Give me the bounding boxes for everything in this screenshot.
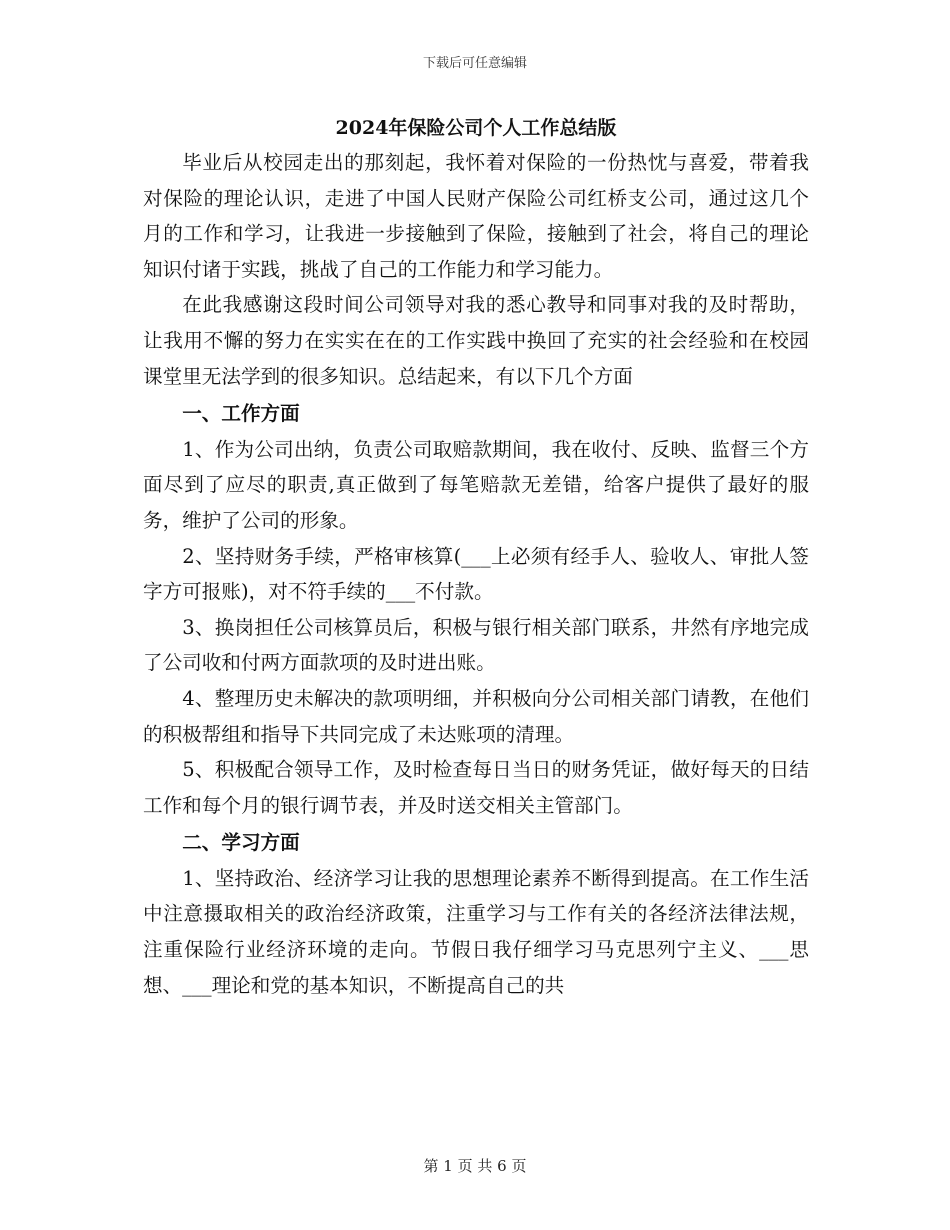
work-item: 3、换岗担任公司核算员后，积极与银行相关部门联系，井然有序地完成了公司收和付两方面款项的及时进出账。 [143,615,809,675]
document-body [143,113,809,1003]
study-item: 1、坚持政治、经济学习让我的思想理论素养不断得到提高。在工作生活中注意摄取相关的政治经济政策，注重学习与工作有关的各经济法律法规，注重保险行业经济环境的走向。节假日我仔细学习马克思列宁主义、___思想、___理论和党的基本知识，不断提高自己的共 [143,866,809,997]
work-item: 1、作为公司出纳，负责公司取赔款期间，我在收付、反映、监督三个方面尽到了应尽的职责,真正做到了每笔赔款无差错，给客户提供了最好的服务，维护了公司的形象。 [143,437,809,532]
section-heading-work: 一、工作方面 [182,402,300,426]
work-item: 2、坚持财务手续，严格审核算(___上必须有经手人、验收人、审批人签字方可报账)，对不符手续的___不付款。 [143,544,809,604]
work-item: 4、整理历史未解决的款项明细，并积极向分公司相关部门请教，在他们的积极帮组和指导下共同完成了未达账项的清理。 [143,686,809,746]
section-heading-study: 二、学习方面 [182,831,300,855]
page-number: 第 1 页 共 6 页 [423,1157,527,1175]
intro-paragraph: 在此我感谢这段时间公司领导对我的悉心教导和同事对我的及时帮助，让我用不懈的努力在实实在在的工作实践中换回了充实的社会经验和在校园课堂里无法学到的很多知识。总结起来，有以下几个方面 [143,293,809,388]
document-title: 2024年保险公司个人工作总结版 [335,117,617,139]
page-header-note: 下载后可任意编辑 [422,56,527,71]
work-item: 5、积极配合领导工作，及时检查每日当日的财务凭证，做好每天的日结工作和每个月的银行调节表，并及时送交相关主管部门。 [143,758,809,817]
intro-paragraph: 毕业后从校园走出的那刻起，我怀着对保险的一份热忱与喜爱，带着我对保险的理论认识，走进了中国人民财产保险公司红桥支公司，通过这几个月的工作和学习，让我进一步接触到了保险，接触到了社会，将自己的理论知识付诸于实践，挑战了自己的工作能力和学习能力。 [143,151,809,281]
